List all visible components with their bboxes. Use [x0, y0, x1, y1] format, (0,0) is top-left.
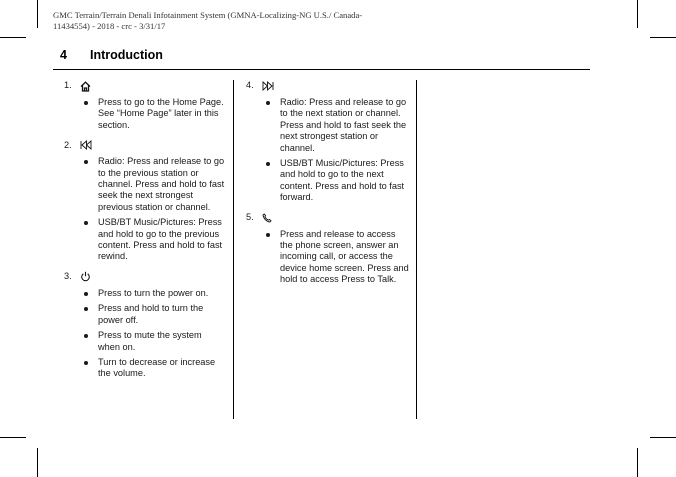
- item-number: 1.: [64, 80, 72, 91]
- list-item: USB/BT Music/Pictures: Press and hold to go to the next content. Press and hold to fast forward.: [246, 158, 410, 204]
- crop-mark-bottom-right-h: [650, 437, 676, 438]
- section-title: Introduction: [90, 48, 163, 62]
- page-number: 4: [60, 48, 67, 62]
- list-item: Radio: Press and release to go to the next station or channel. Press and hold to fast seek the next strongest station or channel.: [246, 97, 410, 154]
- item-number: 2.: [64, 139, 72, 150]
- item-number: 4.: [246, 80, 254, 91]
- seek-next-icon: [262, 81, 274, 91]
- item-seek-next: [246, 80, 410, 204]
- column-divider-2: [416, 80, 417, 419]
- heading-rule: [53, 69, 590, 70]
- power-icon: [80, 271, 91, 282]
- item-home: [64, 80, 226, 131]
- item-number: 3.: [64, 271, 72, 282]
- item-number: 5.: [246, 211, 254, 222]
- item-phone: [246, 212, 410, 286]
- crop-mark-top-left-h: [0, 37, 26, 38]
- list-item: Press to turn the power on.: [64, 288, 226, 299]
- item-seek-previous: [64, 139, 226, 263]
- list-item: USB/BT Music/Pictures: Press and hold to go to the previous content. Press and hold to fast rewind.: [64, 217, 226, 263]
- page-heading: [60, 48, 163, 62]
- crop-mark-bottom-right-v: [637, 448, 638, 477]
- running-header: GMC Terrain/Terrain Denali Infotainment System (GMNA-Localizing-NG U.S./ Canada-11434554) - 2018 - crc - 3/31/17: [53, 10, 363, 31]
- seek-previous-icon: [80, 140, 92, 150]
- list-item: Press to mute the system when on.: [64, 330, 226, 353]
- crop-mark-top-right-h: [650, 37, 676, 38]
- crop-mark-top-left-v: [37, 0, 38, 28]
- column-1: [64, 80, 226, 388]
- column-2: [246, 80, 410, 294]
- list-item: Press and hold to turn the power off.: [64, 303, 226, 326]
- list-item: Press to go to the Home Page. See “Home Page” later in this section.: [64, 97, 226, 131]
- phone-icon: [262, 213, 272, 223]
- item-power: [64, 271, 226, 380]
- list-item: Radio: Press and release to go to the previous station or channel. Press and hold to fast seek the next strongest previous station or channel.: [64, 156, 226, 213]
- crop-mark-bottom-left-v: [37, 448, 38, 477]
- crop-mark-bottom-left-h: [0, 437, 26, 438]
- list-item: Press and release to access the phone screen, answer an incoming call, or access the device home screen. Press and hold to access Press to Talk.: [246, 229, 410, 286]
- column-divider-1: [233, 80, 234, 419]
- crop-mark-top-right-v: [637, 0, 638, 28]
- list-item: Turn to decrease or increase the volume.: [64, 357, 226, 380]
- home-icon: [80, 81, 91, 92]
